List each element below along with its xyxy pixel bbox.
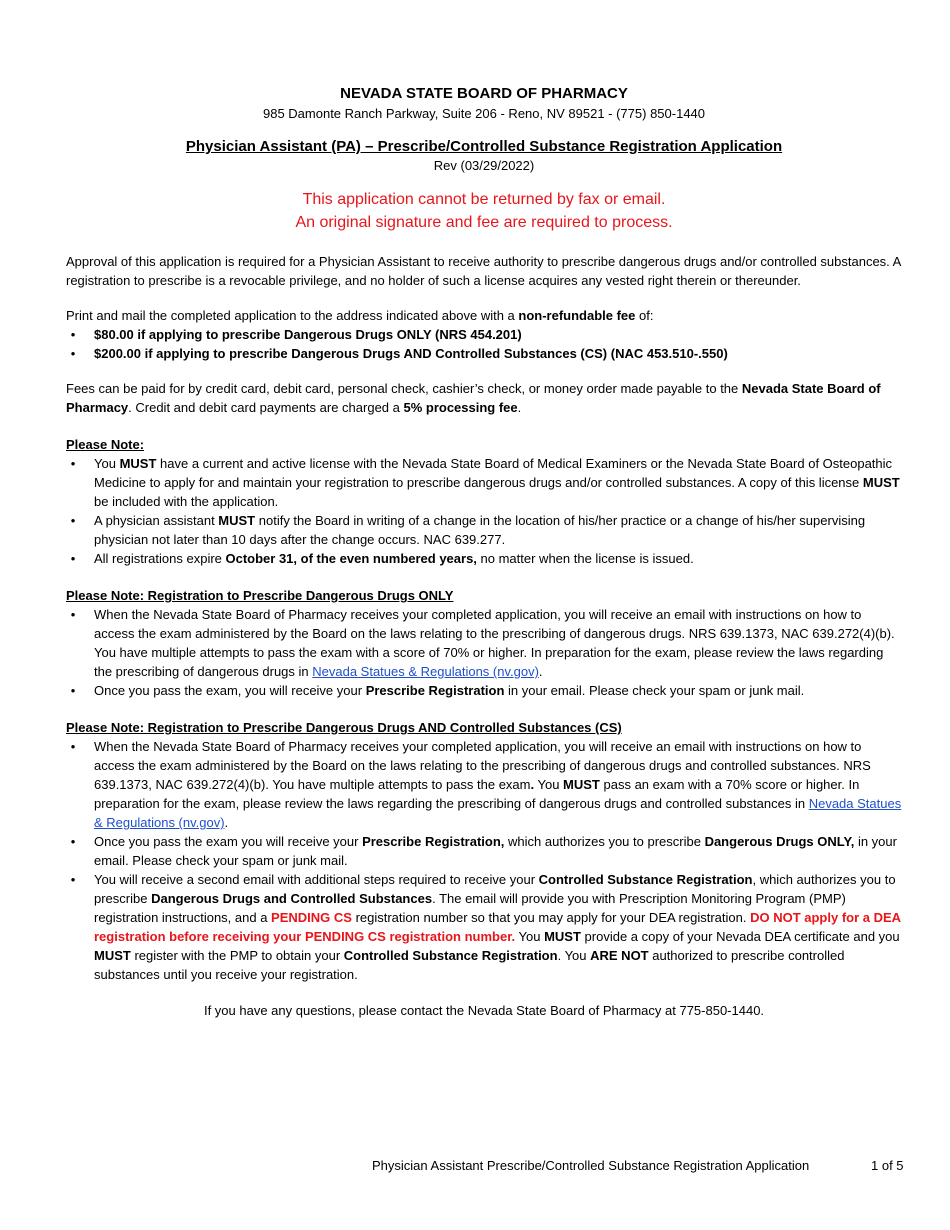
footer-title: Physician Assistant Prescribe/Controlled Substance Registration Application — [372, 1158, 810, 1173]
print-mail-text: Print and mail the completed application to the address indicated above with a — [66, 308, 519, 323]
dd-note-list — [66, 605, 902, 700]
text: , which authorizes you to prescribe — [94, 872, 896, 906]
processing-fee: 5% processing fee — [403, 400, 518, 415]
bullet-icon: • — [70, 346, 76, 361]
emphasis: Dangerous Drugs ONLY, — [704, 834, 855, 849]
fee-item — [66, 344, 902, 363]
text: authorized to prescribe controlled substances until you receive your registration. — [94, 948, 845, 982]
text: You will receive a second email with additional steps required to receive your — [94, 872, 539, 887]
list-item — [66, 681, 902, 700]
dea-warning: DO NOT apply for a DEA registration before receiving your PENDING CS registration number. — [94, 910, 901, 944]
bullet-icon: • — [70, 872, 76, 887]
text: You — [94, 456, 120, 471]
fee-item-text: $80.00 if applying to prescribe Dangerous Drugs ONLY (NRS 454.201) — [94, 327, 522, 342]
document-page — [66, 84, 902, 1020]
text: pass an exam with a 70% score or higher. In preparation for the exam, please review the laws regarding the prescribing of dangerous drugs and controlled substances in — [94, 777, 860, 811]
text: A physician assistant — [94, 513, 219, 528]
emphasis: Prescribe Registration, — [362, 834, 505, 849]
fee-emphasis: non-refundable fee — [518, 308, 636, 323]
emphasis: October 31, of the even numbered years, — [225, 551, 477, 566]
revision-date: Rev (03/29/2022) — [433, 158, 535, 173]
text: provide a copy of your Nevada DEA certificate and you — [580, 929, 900, 944]
emphasis: Controlled Substance Registration — [343, 948, 558, 963]
text: . You — [557, 948, 591, 963]
cs-note-heading: Please Note: Registration to Prescribe Dangerous Drugs AND Controlled Substances (CS) — [66, 720, 622, 735]
bullet-icon: • — [70, 456, 76, 471]
text: . The email will provide you with Prescription Monitoring Program (PMP) registration instructions, and a — [94, 891, 846, 925]
list-item — [66, 549, 902, 568]
text: When the Nevada State Board of Pharmacy receives your completed application, you will receive an email with instructions on how to access the exam administered by the Board on the laws relating to the prescribing of dangerous drugs and controlled substances. NRS 639.1373, NAC 639.272(4)(b). You have multiple attempts to pass the exam — [94, 739, 871, 792]
list-item — [66, 605, 902, 681]
bullet-icon: • — [70, 607, 76, 622]
board-name: NEVADA STATE BOARD OF PHARMACY — [340, 85, 628, 102]
dd-note-heading: Please Note: Registration to Prescribe Dangerous Drugs ONLY — [66, 588, 454, 603]
bullet-icon: • — [70, 834, 76, 849]
list-item — [66, 870, 902, 984]
bullet-icon: • — [70, 683, 76, 698]
emphasis: MUST — [119, 456, 157, 471]
text: All registrations expire — [94, 551, 226, 566]
emphasis: MUST — [218, 513, 256, 528]
text: . — [224, 815, 229, 830]
text: You — [534, 777, 564, 792]
fee-suffix: of: — [635, 308, 654, 323]
fee-list — [66, 325, 902, 363]
pending-cs-emphasis: PENDING CS — [271, 910, 352, 925]
print-mail-paragraph — [66, 306, 902, 325]
emphasis: MUST — [94, 948, 131, 963]
fee-item-text: $200.00 if applying to prescribe Dangerous Drugs AND Controlled Substances (CS) (NAC 453.510-.550) — [94, 346, 728, 361]
text: in your email. Please check your spam or junk mail. — [504, 683, 805, 698]
warning-line-2: An original signature and fee are required to process. — [295, 214, 673, 231]
list-item — [66, 832, 902, 870]
payment-payee: Nevada State Board of Pharmacy — [66, 381, 881, 415]
text: which authorizes you to prescribe — [504, 834, 705, 849]
emphasis: Dangerous Drugs and Controlled Substances — [151, 891, 433, 906]
bullet-icon: • — [70, 551, 76, 566]
nevada-statutes-link[interactable]: Nevada Statues & Regulations (nv.gov) — [312, 664, 539, 679]
bullet-icon: • — [70, 513, 76, 528]
emphasis: MUST — [862, 475, 900, 490]
text: have a current and active license with the Nevada State Board of Medical Examiners or the Nevada State Board of Osteopathic Medicine to apply for and maintain your registration to prescribe dangerous drugs and/or controlled substances. A copy of this license — [94, 456, 893, 490]
form-title: Physician Assistant (PA) – Prescribe/Controlled Substance Registration Application — [185, 138, 783, 155]
text: Once you pass the exam you will receive your — [94, 834, 363, 849]
payment-text: . Credit and debit card payments are charged a — [128, 400, 404, 415]
text: no matter when the license is issued. — [476, 551, 694, 566]
general-note-heading: Please Note: — [66, 437, 145, 452]
approval-paragraph: Approval of this application is required for a Physician Assistant to receive authority to prescribe dangerous drugs and/or controlled substances. A registration to prescribe is a revocable privilege, and no holder of such a license acquires any vested right therein or thereunder. — [66, 254, 901, 288]
text: in your email. Please check your spam or junk mail. — [94, 834, 897, 868]
bullet-icon: • — [70, 739, 76, 754]
payment-text: Fees can be paid for by credit card, debit card, personal check, cashier’s check, or money order made payable to the — [66, 381, 742, 396]
emphasis: ARE NOT — [590, 948, 649, 963]
payment-paragraph — [66, 379, 902, 417]
text: notify the Board in writing of a change in the location of his/her practice or a change of his/her supervising physician not later than 10 days after the change occurs. NAC 639.277. — [94, 513, 866, 547]
text: When the Nevada State Board of Pharmacy receives your completed application, you will receive an email with instructions on how to access the exam administered by the Board on the laws relating to the prescribing of dangerous drugs. NRS 639.1373, NAC 639.272(4)(b). You have multiple attempts to pass the exam with a score of 70% or higher. In preparation for the exam, please review the laws regarding the prescribing of dangerous drugs in — [94, 607, 895, 679]
cs-note-list — [66, 737, 902, 984]
payment-text: . — [517, 400, 522, 415]
board-address: 985 Damonte Ranch Parkway, Suite 206 - Reno, NV 89521 - (775) 850-1440 — [262, 106, 706, 121]
bullet-icon: • — [70, 327, 76, 342]
emphasis: MUST — [563, 777, 600, 792]
emphasis: Controlled Substance Registration — [538, 872, 753, 887]
page-number: 1 of 5 — [871, 1158, 904, 1173]
general-note-list — [66, 454, 902, 568]
contact-line: If you have any questions, please contact the Nevada State Board of Pharmacy at 775-850-1440. — [203, 1003, 765, 1018]
text: You — [515, 929, 545, 944]
emphasis: MUST — [544, 929, 581, 944]
text: Once you pass the exam, you will receive your — [94, 683, 366, 698]
emphasis: Prescribe Registration — [365, 683, 505, 698]
text: register with the PMP to obtain your — [130, 948, 344, 963]
text: registration number so that you may apply for your DEA registration. — [351, 910, 751, 925]
text: be included with the application. — [94, 494, 279, 509]
submission-warning — [66, 188, 902, 234]
emphasis: . — [530, 777, 535, 792]
nevada-statutes-link[interactable]: Nevada Statues & Regulations (nv.gov) — [94, 796, 902, 830]
warning-line-1: This application cannot be returned by fax or email. — [302, 191, 666, 208]
fee-item — [66, 325, 902, 344]
list-item — [66, 737, 902, 832]
list-item — [66, 454, 902, 511]
text: . — [538, 664, 543, 679]
list-item — [66, 511, 902, 549]
page-footer — [372, 1157, 904, 1175]
